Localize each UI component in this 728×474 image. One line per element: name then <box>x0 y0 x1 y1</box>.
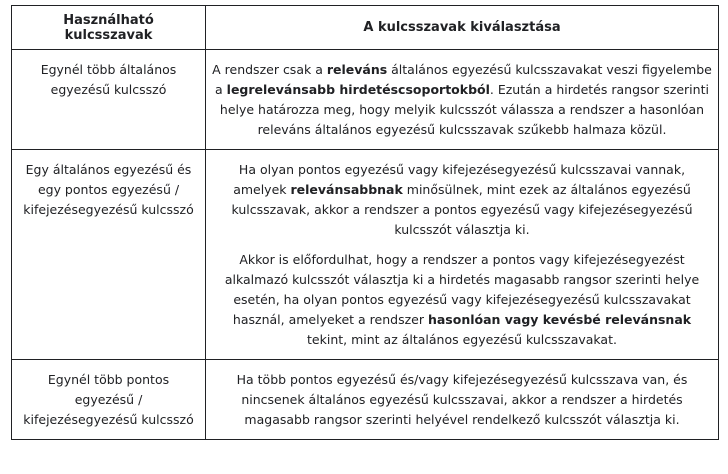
table-row <box>12 50 719 150</box>
description-text: Akkor is előfordulhat, hogy a rendszer a pontos vagy kifejezésegyezést alkalmazó kulcsszót választja ki a hirdetés magasabb rangsor szerinti helye esetén, ha olyan pontos egyezésű vagy kifejezésegyezésű kulcsszavakat használ, amelyeket a rendszer <box>224 252 700 327</box>
description-text: tekint, mint az általános egyezésű kulcsszavakat. <box>307 332 617 347</box>
emphasized-text: relevánsabbnak <box>290 182 403 197</box>
description-text: Ha olyan pontos egyezésű vagy kifejezésegyezésű kulcsszavai vannak, amelyek <box>233 162 686 197</box>
table-row <box>12 150 719 360</box>
description-paragraph <box>211 60 713 140</box>
description-text: . Ezután a hirdetés rangsor szerinti helye határozza meg, hogy melyik kulcsszót válassza a rendszer a hasonlóan releváns általános egyezésű kulcsszavak szűkebb halmaza közül. <box>219 82 709 137</box>
description-text: általános egyezésű kulcsszavakat veszi figyelembe a <box>215 62 712 97</box>
description-paragraph <box>211 250 713 350</box>
keyword-selection-table <box>11 5 719 440</box>
description-text: Ha több pontos egyezésű és/vagy kifejezésegyezésű kulcsszava van, és nincsenek általános egyezésű kulcsszavai, akkor a rendszer a hirdetés magasabb rangsor szerinti helyével rendelkező kulcsszót választja ki. <box>236 372 688 427</box>
emphasized-text: releváns <box>326 62 388 77</box>
table-row <box>12 360 719 440</box>
table-body <box>12 50 719 440</box>
selection-description-cell <box>206 50 719 150</box>
description-paragraph <box>211 160 713 240</box>
keyword-type-cell: Egy általános egyezésű és egy pontos egyezésű / kifejezésegyezésű kulcsszó <box>12 150 206 360</box>
table-header-row <box>12 6 719 50</box>
description-text: A rendszer csak a <box>212 62 327 77</box>
header-keyword-selection: A kulcsszavak kiválasztása <box>206 6 719 50</box>
description-paragraph <box>211 370 713 430</box>
emphasized-text: hasonlóan vagy kevésbé relevánsnak <box>427 312 692 327</box>
header-usable-keywords: Használható kulcsszavak <box>12 6 206 50</box>
selection-description-cell <box>206 360 719 440</box>
keyword-type-cell: Egynél több pontos egyezésű / kifejezésegyezésű kulcsszó <box>12 360 206 440</box>
selection-description-cell <box>206 150 719 360</box>
keyword-type-cell: Egynél több általános egyezésű kulcsszó <box>12 50 206 150</box>
description-text: minősülnek, mint ezek az általános egyezésű kulcsszavak, akkor a rendszer a pontos egyezésű vagy kifejezésegyezésű kulcsszót választja ki. <box>231 182 693 237</box>
emphasized-text: legrelevánsabb hirdetéscsoportokból <box>226 82 490 97</box>
